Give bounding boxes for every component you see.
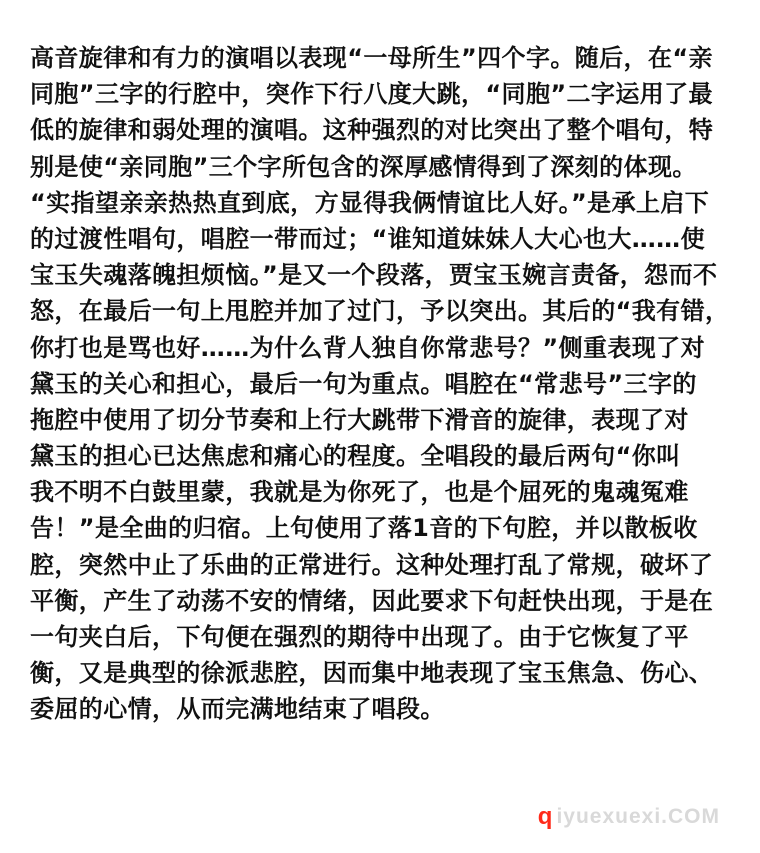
site-watermark	[538, 803, 720, 831]
text-line: 黛玉的担心已达焦虑和痛心的程度。全唱段的最后两句“你叫	[30, 442, 681, 471]
text-line: 委屈的心情，从而完满地结束了唱段。	[30, 695, 445, 724]
text-line: 怒，在最后一句上甩腔并加了过门，予以突出。其后的“我有错，	[30, 297, 730, 326]
watermark-text: iyuexuexi.COM	[556, 805, 720, 828]
text-line: 腔，突然中止了乐曲的正常进行。这种处理打乱了常规，破坏了	[30, 550, 714, 579]
text-line: 黛玉的关心和担心，最后一句为重点。唱腔在“常悲号”三字的	[30, 369, 697, 398]
watermark-first-letter: q	[537, 803, 554, 830]
text-line: 你打也是骂也好……为什么背人独自你常悲号？”侧重表现了对	[30, 333, 705, 362]
text-line: 别是使“亲同胞”三个字所包含的深厚感情得到了深刻的体现。	[30, 152, 697, 181]
text-line: 宝玉失魂落魄担烦恼。”是又一个段落，贾宝玉婉言责备，怨而不	[30, 261, 718, 290]
text-line: 一句夹白后，下句便在强烈的期待中出现了。由于它恢复了平	[30, 623, 689, 651]
text-line: 告！”是全曲的归宿。上句使用了落1音的下句腔，并以散板收	[30, 514, 698, 543]
text-line: 衡，又是典型的徐派悲腔，因而集中地表现了宝玉焦急、伤心、	[30, 659, 714, 688]
text-line: 我不明不白鼓里蒙，我就是为你死了，也是个屈死的鬼魂冤难	[30, 478, 689, 507]
text-line: “实指望亲亲热热直到底，方显得我俩情谊比人好。”是承上启下	[30, 188, 710, 217]
text-line: 平衡，产生了动荡不安的情绪，因此要求下句赶快出现，于是在	[30, 586, 714, 615]
text-line: 的过渡性唱句，唱腔一带而过；“谁知道妹妹人大心也大……使	[30, 224, 705, 253]
body-text	[30, 40, 740, 728]
text-line: 拖腔中使用了切分节奏和上行大跳带下滑音的旋律，表现了对	[30, 405, 689, 434]
text-line: 同胞”三字的行腔中，突作下行八度大跳，“同胞”二字运用了最	[30, 80, 713, 109]
text-line: 低的旋律和弱处理的演唱。这种强烈的对比突出了整个唱句，特	[30, 116, 714, 145]
text-line: 高音旋律和有力的演唱以表现“一母所生”四个字。随后，在“亲	[30, 44, 713, 72]
